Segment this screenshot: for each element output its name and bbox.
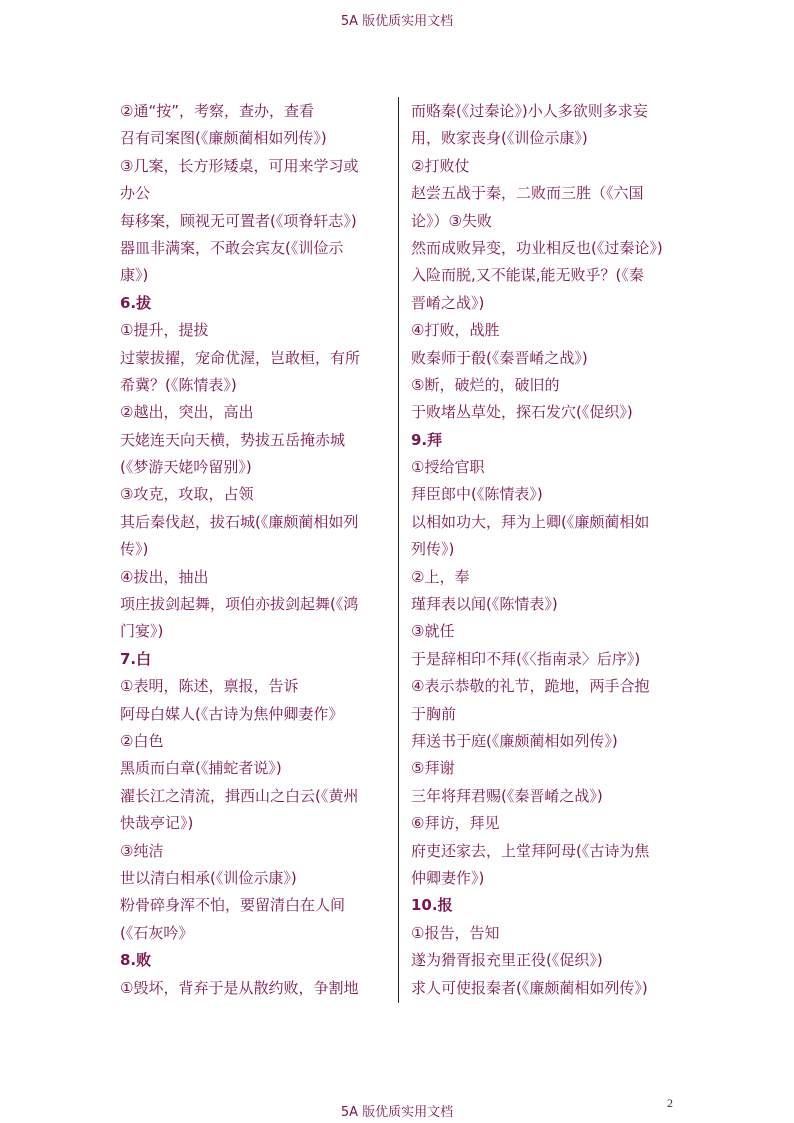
text-line: 快哉亭记》) (120, 814, 194, 833)
text-line: 世以清白相承(《训俭示康》) (120, 868, 297, 887)
text-line: 赵尝五战于秦，二败而三胜（《六国 (411, 184, 644, 203)
text-line: 濯长江之清流，揖西山之白云(《黄州 (120, 786, 359, 805)
text-line: ⑤断，破烂的，破旧的 (411, 375, 560, 394)
text-line: ④表示恭敬的礼节，跪地，两手合抱 (411, 677, 650, 696)
left-column (120, 98, 386, 1002)
text-line: 府吏还家去，上堂拜阿母(《古诗为焦 (411, 841, 650, 860)
entry-heading: 6.拔 (120, 293, 152, 312)
text-line: ①表明，陈述，禀报，告诉 (120, 677, 299, 696)
text-line: 于胸前 (411, 704, 457, 723)
page-number: 2 (667, 1096, 673, 1110)
text-line: ④打败，战胜 (411, 321, 500, 340)
text-line: (《石灰吟》 (120, 923, 194, 942)
text-line: ③几案，长方形矮桌，可用来学习或 (120, 156, 359, 175)
text-line: ②打败仗 (411, 156, 470, 175)
text-line: 器皿非满案，不敢会宾友(《训俭示 (120, 238, 344, 257)
text-line: ③纯洁 (120, 841, 164, 860)
text-line: 于败堵丛草处，探石发穴(《促织》) (411, 403, 633, 422)
page-footer: 5A 版优质实用文档 (340, 1105, 454, 1120)
text-line: 仲卿妻作》) (411, 868, 485, 887)
text-line: 粉骨碎身浑不怕，要留清白在人间 (120, 896, 346, 915)
text-line: 天姥连天向天横，势拔五岳掩赤城 (120, 430, 346, 449)
entry-heading: 9.拜 (411, 430, 443, 449)
text-line: 康》) (120, 266, 149, 285)
text-line: 然而成败异变，功业相反也(《过秦论》) (411, 238, 663, 257)
text-line: 以相如功大，拜为上卿(《廉颇蔺相如 (411, 512, 650, 531)
text-line: 而赂秦(《过秦论》)小人多欲则多求妄 (411, 102, 648, 120)
entry-heading: 10.报 (411, 896, 453, 915)
right-column (411, 98, 681, 1002)
text-line: ①报告，告知 (411, 923, 500, 942)
text-line: 论》）③失败 (411, 211, 492, 230)
text-line: ⑤拜谢 (411, 759, 455, 778)
text-line: 于是辞相印不拜(《〈指南录〉后序》) (411, 649, 641, 668)
page-header: 5A 版优质实用文档 (340, 14, 454, 29)
text-line: (《梦游天姥吟留别》) (120, 458, 252, 477)
text-line: 项庄拔剑起舞，项伯亦拔剑起舞(《鸿 (120, 595, 359, 614)
text-line: 过蒙拔擢，宠命优渥，岂敢桓，有所 (120, 348, 361, 367)
text-line: 瑾拜表以闻(《陈情表》) (411, 595, 558, 614)
text-line: ④拔出，抽出 (120, 567, 209, 586)
text-line: 遂为猾胥报充里正役(《促织》) (411, 951, 603, 970)
text-line: ②白色 (120, 731, 164, 750)
text-line: ①毁坏，背弃于是从散约败，争割地 (120, 978, 359, 997)
column-divider (398, 97, 399, 1003)
text-line: 召有司案图(《廉颇蔺相如列传》) (120, 129, 327, 148)
text-line: 求人可使报秦者(《廉颇蔺相如列传》) (411, 978, 648, 997)
text-line: 用，败家丧身(《训俭示康》) (411, 129, 588, 148)
text-line: 每移案，顾视无可置者(《项脊轩志》) (120, 211, 357, 230)
text-line: 希冀？(《陈情表》) (120, 375, 237, 394)
text-line: ⑥拜访，拜见 (411, 814, 500, 833)
text-line: ①授给官职 (411, 458, 485, 477)
text-line: 三年将拜君赐(《秦晋崤之战》) (411, 786, 603, 805)
text-line: ②通“按”，考察，查办，查看 (120, 102, 314, 120)
text-line: ③攻克，攻取，占领 (120, 485, 254, 504)
text-line: 门宴》) (120, 622, 164, 641)
text-line: 其后秦伐赵，拔石城(《廉颇蔺相如列 (120, 512, 359, 531)
text-line: 黑质而白章(《捕蛇者说》) (120, 759, 282, 778)
text-line: ②越出，突出，高出 (120, 403, 254, 422)
text-line: 列传》) (411, 540, 455, 559)
text-line: 办公 (120, 184, 151, 203)
text-line: 晋崤之战》) (411, 293, 485, 312)
text-line: 阿母白媒人(《古诗为焦仲卿妻作》 (120, 704, 344, 723)
entry-heading: 7.白 (120, 649, 152, 668)
text-line: 拜臣郎中(《陈情表》) (411, 485, 543, 504)
text-line: 败秦师于殽(《秦晋崤之战》) (411, 348, 588, 367)
text-line: ②上，奉 (411, 567, 470, 586)
text-line: ①提升，提拔 (120, 321, 209, 340)
text-line: 拜送书于庭(《廉颇蔺相如列传》) (411, 731, 618, 750)
text-line: 传》) (120, 540, 149, 559)
entry-heading: 8.败 (120, 951, 152, 970)
text-line: ③就任 (411, 622, 455, 641)
text-line: 入险而脱,又不能谋,能无败乎？(《秦 (411, 266, 644, 285)
